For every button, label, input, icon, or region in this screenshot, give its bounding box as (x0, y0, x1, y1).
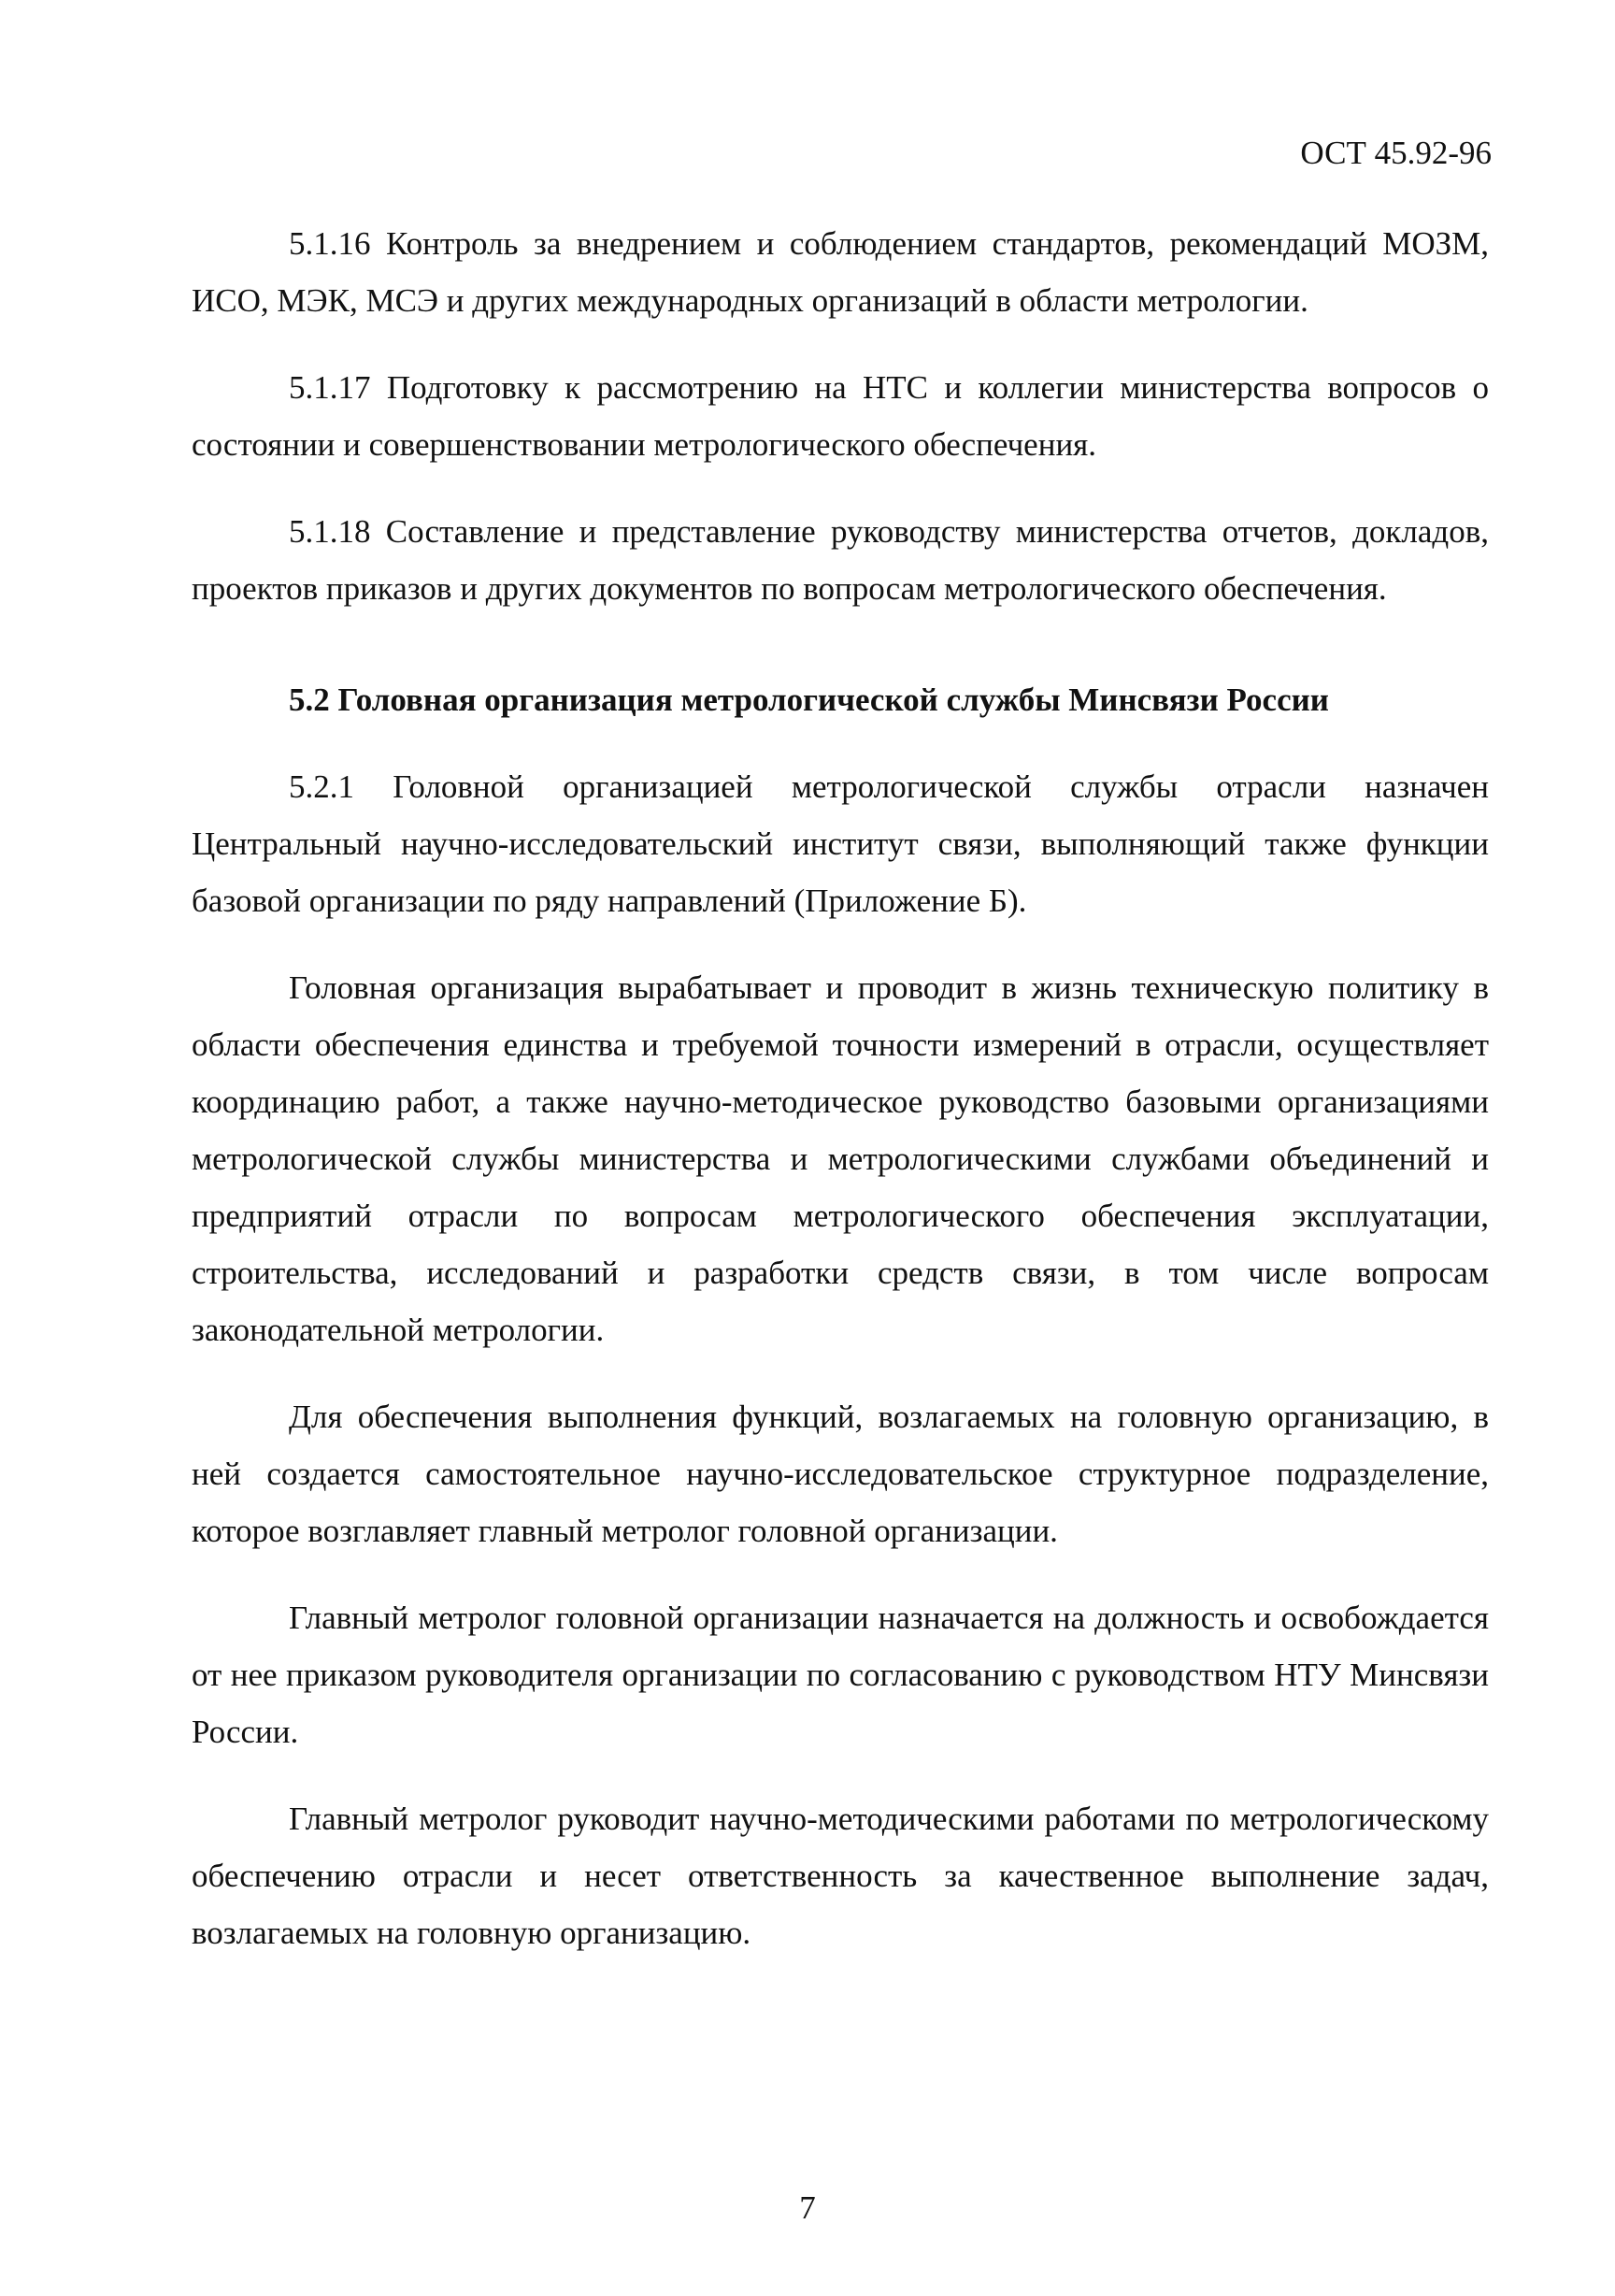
paragraph-5-2-1: 5.2.1 Головной организацией метрологической службы отрасли назначен Центральный научно-исследовательский институт связи, выполняющий также функции базовой организации по ряду направлений (Приложение Б). (192, 768, 1489, 919)
paragraph-5-1-16: 5.1.16 Контроль за внедрением и соблюдением стандартов, рекомендаций МОЗМ, ИСО, МЭК, МСЭ и других международных организаций в области метрологии. (192, 225, 1489, 319)
paragraph-5-1-18: 5.1.18 Составление и представление руководству министерства отчетов, докладов, проектов приказов и других документов по вопросам метрологического обеспечения. (192, 513, 1489, 607)
page-body (192, 215, 1489, 1961)
paragraph-chief-appointment: Главный метролог головной организации назначается на должность и освобождается от нее приказом руководителя организации по согласованию с руководством НТУ Минсвязи России. (192, 1600, 1489, 1750)
paragraph-structural-division: Для обеспечения выполнения функций, возлагаемых на головную организацию, в ней создается самостоятельное научно-исследовательское структурное подразделение, которое возглавляет главный метролог головной организации. (192, 1399, 1489, 1549)
paragraph-head-organization: Головная организация вырабатывает и проводит в жизнь техническую политику в области обеспечения единства и требуемой точности измерений в отрасли, осуществляет координацию работ, а также научно-методическое руководство базовыми организациями метрологической службы министерства и метрологическими службами объединений и предприятий отрасли по вопросам метрологического обеспечения эксплуатации, строительства, исследований и разработки средств связи, в том числе вопросам законодательной метрологии. (192, 969, 1489, 1348)
paragraph-5-1-17: 5.1.17 Подготовку к рассмотрению на НТС и коллегии министерства вопросов о состоянии и совершенствовании метрологического обеспечения. (192, 369, 1489, 463)
paragraph-chief-duties: Главный метролог руководит научно-методическими работами по метрологическому обеспечению отрасли и несет ответственность за качественное выполнение задач, возлагаемых на головную организацию. (192, 1801, 1489, 1951)
page-number: 7 (799, 2189, 816, 2226)
section-heading-5-2: 5.2 Головная организация метрологической службы Минсвязи России (289, 682, 1329, 718)
document-code: ОСТ 45.92-96 (1300, 135, 1492, 171)
